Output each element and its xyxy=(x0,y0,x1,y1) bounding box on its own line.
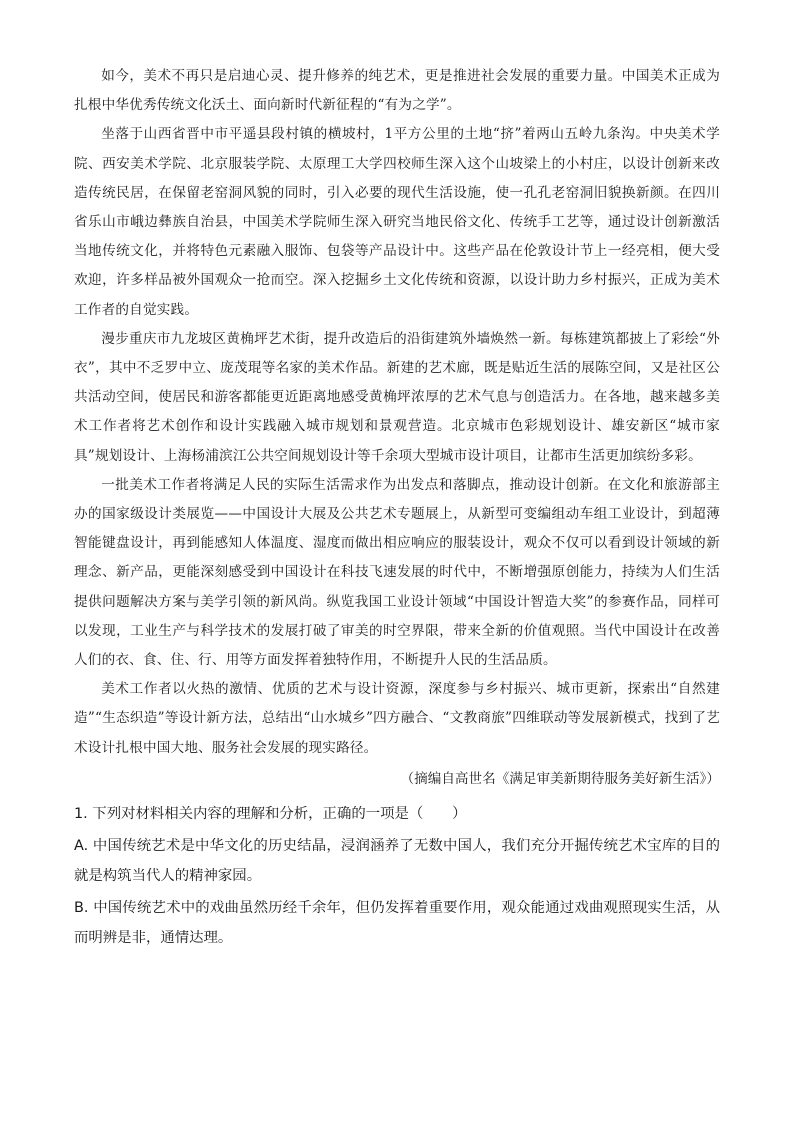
article xyxy=(74,62,720,793)
question-stem: 1. 下列对材料相关内容的理解和分析，正确的一项是（ ） xyxy=(74,805,467,822)
source-citation: （摘编自高世名《满足审美新期待服务美好新生活》） xyxy=(400,770,720,787)
option-b: B. 中国传统艺术中的戏曲虽然历经千余年，但仍发挥着重要作用，观众能通过戏曲观照现实生活，从而明辨是非，通情达理。 xyxy=(74,899,720,946)
paragraph: 如今，美术不再只是启迪心灵、提升修养的纯艺术，更是推进社会发展的重要力量。中国美术正成为扎根中华优秀传统文化沃土、面向新时代新征程的“有为之学”。 xyxy=(74,68,720,114)
paragraph: 美术工作者以火热的激情、优质的艺术与设计资源，深度参与乡村振兴、城市更新，探索出“自然建造”“生态织造”等设计新方法，总结出“山水城乡”四方融合、“文教商旅”四维联动等发展新模式，找到了艺术设计扎根中国大地、服务社会发展的现实路径。 xyxy=(74,681,720,756)
option-a: A. 中国传统艺术是中华文化的历史结晶，浸润涵养了无数中国人，我们充分开掘传统艺术宝库的目的就是构筑当代人的精神家园。 xyxy=(74,837,720,884)
paragraph: 漫步重庆市九龙坡区黄桷坪艺术街，提升改造后的沿街建筑外墙焕然一新。每栋建筑都披上了彩绘“外衣”，其中不乏罗中立、庞茂琨等名家的美术作品。新建的艺术廊，既是贴近生活的展陈空间，又是社区公共活动空间，使居民和游客都能更近距离地感受黄桷坪浓厚的艺术气息与创造活力。在各地，越来越多美术工作者将艺术创作和设计实践融入城市规划和景观营造。北京城市色彩规划设计、雄安新区“城市家具”规划设计、上海杨浦滨江公共空间规划设计等千余项大型城市设计项目，让都市生活更加缤纷多彩。 xyxy=(74,330,720,464)
paragraph: 一批美术工作者将满足人民的实际生活需求作为出发点和落脚点，推动设计创新。在文化和旅游部主办的国家级设计类展览——中国设计大展及公共艺术专题展上，从新型可变编组动车组工业设计，到超薄智能键盘设计，再到能感知人体温度、湿度而做出相应响应的服装设计，观众不仅可以看到设计领域的新理念、新产品，更能深刻感受到中国设计在科技飞速发展的时代中，不断增强原创能力，持续为人们生活提供问题解决方案与美学引领的新风尚。纵览我国工业设计领域“中国设计智造大奖”的参赛作品，同样可以发现，工业生产与科学技术的发展打破了审美的时空界限，带来全新的价值观照。当代中国设计在改善人们的衣、食、住、行、用等方面发挥着独特作用，不断提升人民的生活品质。 xyxy=(74,476,720,669)
document-page xyxy=(74,62,720,953)
question-block xyxy=(74,799,720,953)
paragraph: 坐落于山西省晋中市平遥县段村镇的横坡村，1平方公里的土地“挤”着两山五岭九条沟。中央美术学院、西安美术学院、北京服装学院、太原理工大学四校师生深入这个山坡梁上的小村庄，以设计创新来改造传统民居，在保留老窑洞风貌的同时，引入必要的现代生活设施，使一孔孔老窑洞旧貌换新颜。在四川省乐山市峨边彝族自治县，中国美术学院师生深入研究当地民俗文化、传统手工艺等，通过设计创新激活当地传统文化，并将特色元素融入服饰、包袋等产品设计中。这些产品在伦敦设计节上一经亮相，便大受欢迎，许多样品被外国观众一抢而空。深入挖掘乡土文化传统和资源，以设计助力乡村振兴，正成为美术工作者的自觉实践。 xyxy=(74,126,720,318)
